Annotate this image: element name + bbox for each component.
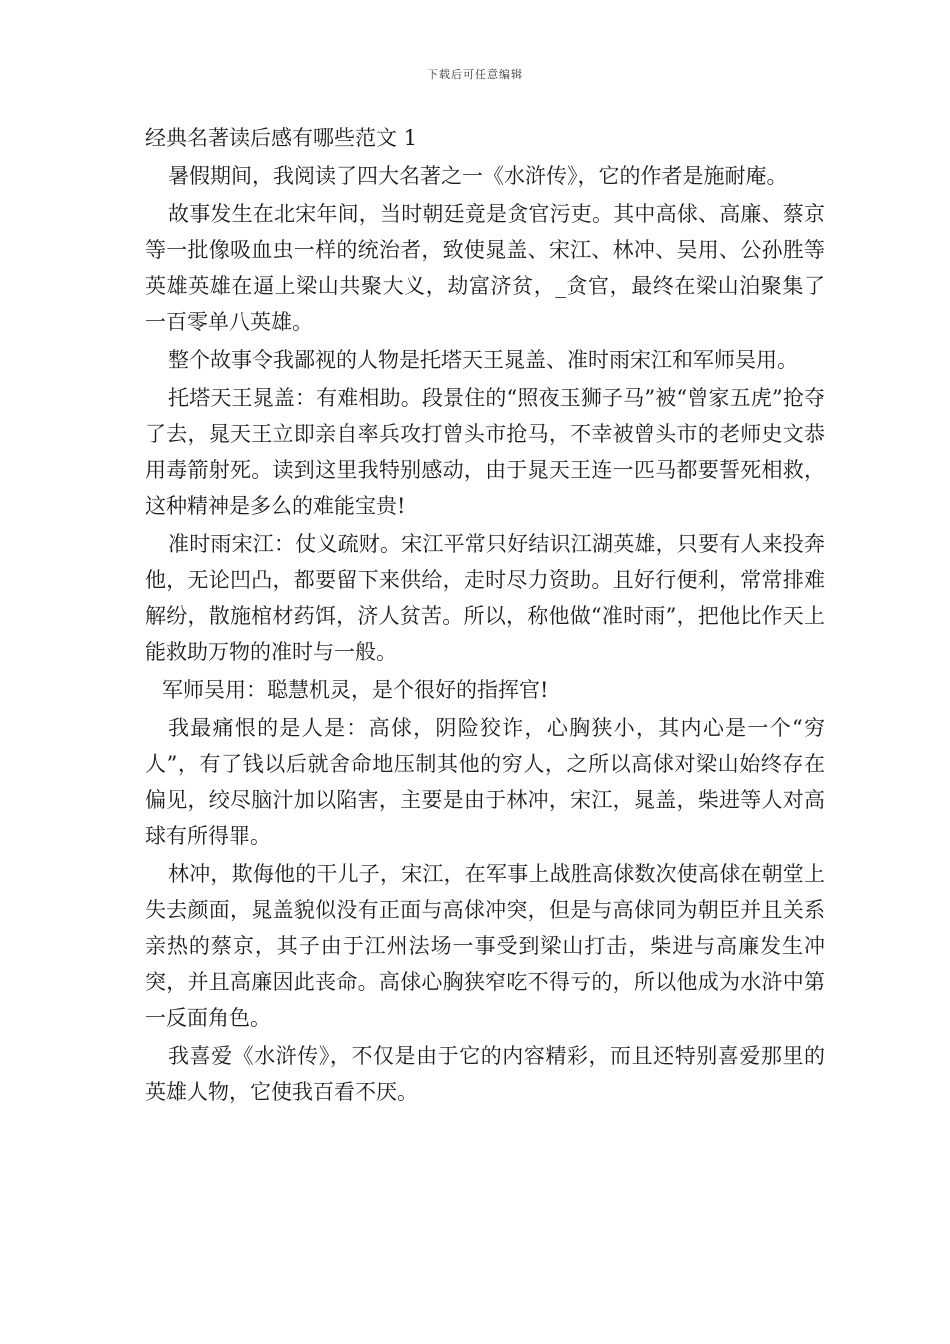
paragraph: 我最痛恨的是人是：高俅，阴险狡诈，心胸狭小，其内心是一个“穷人”，有了钱以后就舍命地压制其他的穷人，之所以高俅对梁山始终存在偏见，绞尽脑汁加以陷害，主要是由于林冲，宋江，晁盖，柴进等人对高球有所得罪。 — [145, 716, 825, 848]
paragraph: 整个故事令我鄙视的人物是托塔天王晁盖、准时雨宋江和军师吴用。 — [168, 348, 798, 372]
document-body — [145, 120, 825, 1112]
paragraph: 托塔天王晁盖：有难相助。段景住的“照夜玉狮子马”被“曾家五虎”抢夺了去，晁天王立即亲自率兵攻打曾头市抢马，不幸被曾头市的老师史文恭用毒箭射死。读到这里我特别感动，由于晁天王连一匹马都要誓死相救，这种精神是多么的难能宝贵! — [145, 386, 825, 518]
document-title: 经典名著读后感有哪些范文 1 — [145, 126, 418, 150]
paragraph: 军师吴用：聪慧机灵，是个很好的指挥官! — [162, 678, 549, 702]
paragraph: 林冲，欺侮他的干儿子，宋江，在军事上战胜高俅数次使高俅在朝堂上失去颜面，晁盖貌似没有正面与高俅冲突，但是与高俅同为朝臣并且关系亲热的蔡京，其子由于江州法场一事受到梁山打击，柴进与高廉发生冲突，并且高廉因此丧命。高俅心胸狭窄吃不得亏的，所以他成为水浒中第一反面角色。 — [145, 862, 825, 1030]
header-note: 下载后可任意编辑 — [427, 68, 523, 81]
paragraph: 我喜爱《水浒传》，不仅是由于它的内容精彩，而且还特别喜爱那里的英雄人物，它使我百看不厌。 — [145, 1044, 825, 1104]
paragraph: 暑假期间，我阅读了四大名著之一《水浒传》，它的作者是施耐庵。 — [168, 164, 788, 188]
paragraph: 故事发生在北宋年间，当时朝廷竟是贪官污吏。其中高俅、高廉、蔡京等一批像吸血虫一样的统治者，致使晁盖、宋江、林冲、吴用、公孙胜等英雄英雄在逼上梁山共聚大义，劫富济贫，_贪官，最终在梁山泊聚集了一百零单八英雄。 — [145, 202, 825, 334]
paragraph: 准时雨宋江：仗义疏财。宋江平常只好结识江湖英雄，只要有人来投奔他，无论凹凸，都要留下来供给，走时尽力资助。且好行便利，常常排难解纷，散施棺材药饵，济人贫苦。所以，称他做“准时雨”，把他比作天上能救助万物的准时与一般。 — [145, 532, 825, 664]
